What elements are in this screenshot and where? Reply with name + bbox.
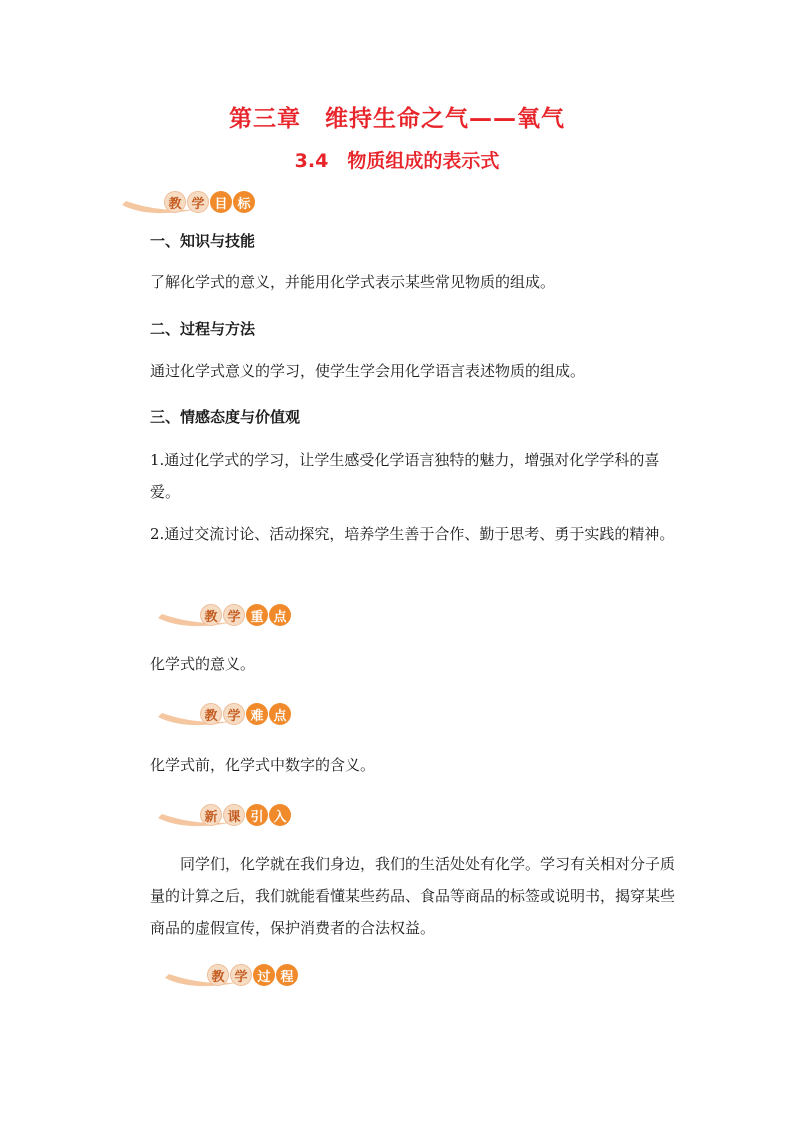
badge-char: 点: [269, 604, 291, 626]
badge-char: 难: [246, 703, 268, 725]
difficulties-badge: [200, 699, 291, 729]
badge-char: 学: [187, 191, 209, 213]
badge-char: 教: [200, 604, 222, 626]
process-method-heading: 二、过程与方法: [150, 320, 256, 338]
process-badge: [207, 960, 298, 990]
emotion-heading: 三、情感态度与价值观: [150, 408, 301, 426]
badge-char: 教: [207, 964, 229, 986]
emotion-text-2: 2.通过交流讨论、活动探究，培养学生善于合作、勤于思考、勇于实践的精神。: [150, 525, 675, 543]
badge-char: 课: [223, 804, 245, 826]
objectives-badge: [164, 187, 255, 217]
difficulties-text: 化学式前，化学式中数字的含义。: [150, 756, 376, 774]
knowledge-text: 了解化学式的意义，并能用化学式表示某些常见物质的组成。: [150, 273, 556, 291]
badge-char: 新: [200, 804, 222, 826]
badge-char: 点: [269, 703, 291, 725]
knowledge-heading: 一、知识与技能: [150, 232, 256, 250]
badge-char: 学: [223, 604, 245, 626]
key-points-badge: [200, 600, 291, 630]
badge-char: 标: [233, 191, 255, 213]
badge-char: 过: [253, 964, 275, 986]
chapter-title: 第三章 维持生命之气——氧气: [229, 106, 565, 132]
process-method-text: 通过化学式意义的学习，使学生学会用化学语言表述物质的组成。: [150, 362, 586, 380]
key-points-text: 化学式的意义。: [150, 655, 256, 673]
badge-char: 引: [246, 804, 268, 826]
badge-char: 程: [276, 964, 298, 986]
badge-char: 学: [230, 964, 252, 986]
badge-char: 教: [164, 191, 186, 213]
intro-badge: [200, 800, 291, 830]
intro-text: 同学们，化学就在我们身边，我们的生活处处有化学。学习有关相对分子质量的计算之后，我们就能看懂某些药品、食品等商品的标签或说明书，揭穿某些商品的虚假宣传，保护消费者的合法权益。: [150, 855, 676, 937]
badge-char: 入: [269, 804, 291, 826]
badge-char: 教: [200, 703, 222, 725]
badge-char: 重: [246, 604, 268, 626]
badge-char: 目: [210, 191, 232, 213]
emotion-text-1: 1.通过化学式的学习，让学生感受化学语言独特的魅力，增强对化学学科的喜爱。: [150, 451, 660, 501]
badge-char: 学: [223, 703, 245, 725]
section-title: 3.4 物质组成的表示式: [294, 150, 500, 172]
